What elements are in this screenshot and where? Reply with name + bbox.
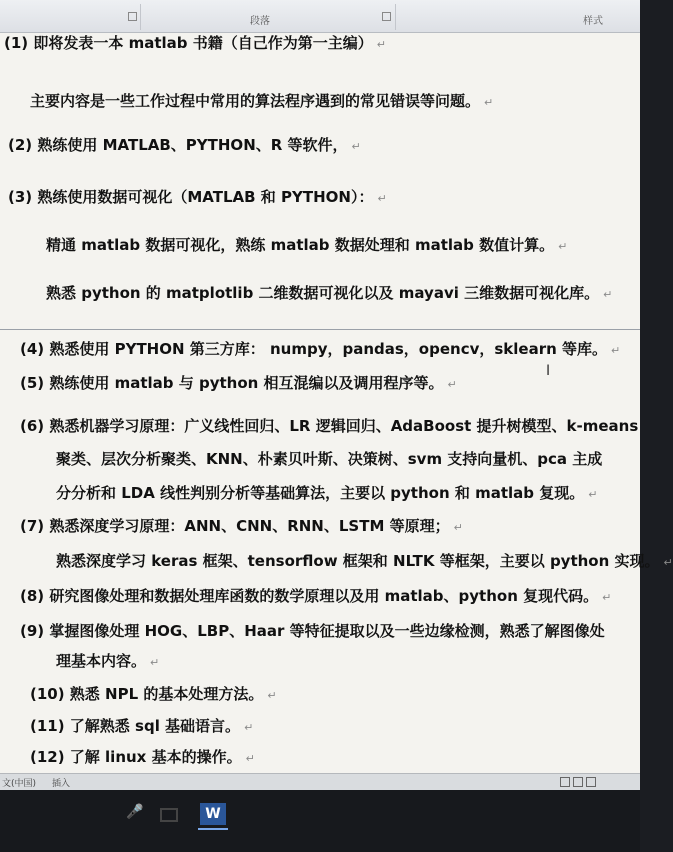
doc-line: 分分析和 LDA 线性判别分析等基础算法，主要以 python 和 matlab 复现。 ↵ [56,484,598,502]
ribbon-group-paragraph: 段落 [250,16,270,27]
ribbon-separator [140,4,141,30]
taskbar [0,790,640,852]
ribbon [0,0,640,33]
doc-line: 理基本内容。 ↵ [56,652,160,670]
doc-line: (9) 掌握图像处理 HOG、LBP、Haar 等特征提取以及一些边缘检测，熟悉了解图像处 [20,622,605,640]
page-divider [0,329,640,330]
doc-line: (1) 即将发表一本 matlab 书籍（自己作为第一主编） ↵ [4,34,386,52]
status-insert-mode[interactable]: 插入 [52,779,71,789]
word-app-icon[interactable]: W [200,803,226,825]
task-view-icon[interactable] [160,808,178,822]
doc-line: (12) 了解 linux 基本的操作。 ↵ [30,748,255,766]
doc-line: 熟悉 python 的 matplotlib 二维数据可视化以及 mayavi 三维数据可视化库。 ↵ [46,284,613,302]
dialog-launcher-icon[interactable] [128,12,137,21]
doc-line: (7) 熟悉深度学习原理：ANN、CNN、RNN、LSTM 等原理； ↵ [20,517,463,535]
status-bar [0,773,640,790]
doc-line: (5) 熟练使用 matlab 与 python 相互混编以及调用程序等。 ↵ [20,374,457,392]
doc-line: (4) 熟悉使用 PYTHON 第三方库： numpy，pandas，opencv，sklearn 等库。 ↵ [20,340,621,358]
read-mode-icon[interactable] [560,777,570,787]
dialog-launcher-icon[interactable] [382,12,391,21]
active-app-indicator [198,828,228,830]
microphone-icon[interactable]: 🎤 [126,804,144,820]
doc-line: 精通 matlab 数据可视化，熟练 matlab 数据处理和 matlab 数值计算。 ↵ [46,236,568,254]
status-language[interactable]: 文(中国) [2,779,37,789]
print-layout-icon[interactable] [573,777,583,787]
doc-line: (3) 熟练使用数据可视化（MATLAB 和 PYTHON）： ↵ [8,188,387,206]
document-page[interactable] [0,33,673,773]
view-buttons [557,777,596,790]
text-cursor-icon: I [546,363,551,379]
doc-line: (10) 熟悉 NPL 的基本处理方法。 ↵ [30,685,277,703]
ribbon-group-styles: 样式 [583,16,603,27]
web-layout-icon[interactable] [586,777,596,787]
doc-line: 主要内容是一些工作过程中常用的算法程序遇到的常见错误等问题。 ↵ [30,92,494,110]
doc-line: (11) 了解熟悉 sql 基础语言。 ↵ [30,717,254,735]
doc-line: 熟悉深度学习 keras 框架、tensorflow 框架和 NLTK 等框架，主要以 python 实现。 ↵ [56,552,673,570]
doc-line: (6) 熟悉机器学习原理：广义线性回归、LR 逻辑回归、AdaBoost 提升树模型、k-means [20,417,639,435]
doc-line: (2) 熟练使用 MATLAB、PYTHON、R 等软件， ↵ [8,136,361,154]
doc-line: (8) 研究图像处理和数据处理库函数的数学原理以及用 matlab、python 复现代码。 ↵ [20,587,612,605]
doc-line: 聚类、层次分析聚类、KNN、朴素贝叶斯、决策树、svm 支持向量机、pca 主成 [56,450,603,468]
ribbon-separator [395,4,396,30]
